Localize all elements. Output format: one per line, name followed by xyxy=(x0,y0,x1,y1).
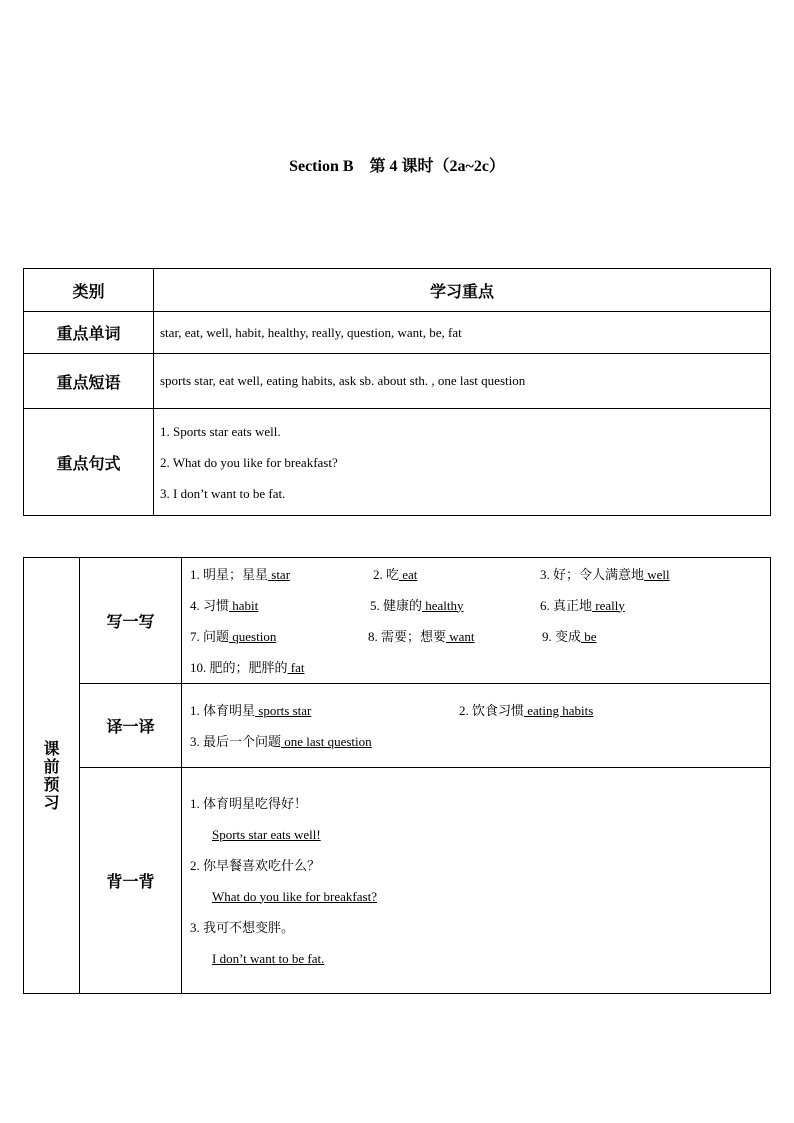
preview-sidebar xyxy=(24,558,80,994)
write-row xyxy=(190,590,770,621)
sentence-2: 2. What do you like for breakfast? xyxy=(160,454,338,470)
recite-prompt-1: 1. 体育明星吃得好！ xyxy=(190,795,308,812)
key-sentences xyxy=(154,409,771,516)
sentence-1: 1. Sports star eats well. xyxy=(160,423,281,439)
write-item-5: 5. 健康的 healthy xyxy=(370,597,464,614)
write-item-7: 7. 问题 question xyxy=(190,628,277,645)
write-item-3: 3. 好；令人满意地 well xyxy=(540,566,670,583)
write-row xyxy=(190,621,770,652)
write-row xyxy=(190,559,770,590)
recite-label: 背一背 xyxy=(80,768,182,994)
write-label: 写一写 xyxy=(80,558,182,684)
recite-section xyxy=(182,768,771,994)
category-words: 重点单词 xyxy=(24,312,154,354)
category-phrases: 重点短语 xyxy=(24,354,154,409)
sidebar-label: 课前预习 xyxy=(43,738,60,812)
key-points-table xyxy=(23,268,771,516)
category-sentences: 重点句式 xyxy=(24,409,154,516)
translate-item-3: 3. 最后一个问题 one last question xyxy=(190,733,372,750)
write-item-4: 4. 习惯 habit xyxy=(190,597,259,614)
recite-answer-2: What do you like for breakfast? xyxy=(212,888,377,904)
sentence-3: 3. I don’t want to be fat. xyxy=(160,485,286,501)
recite-prompt-2: 2. 你早餐喜欢吃什么？ xyxy=(190,857,321,874)
page-title: Section B 第 4 课时（2a~2c） xyxy=(289,158,505,175)
key-phrases: sports star, eat well, eating habits, ask sb. about sth. , one last question xyxy=(154,354,771,409)
write-item-10: 10. 肥的；肥胖的 fat xyxy=(190,659,305,676)
write-section xyxy=(182,558,771,684)
translate-label: 译一译 xyxy=(80,684,182,768)
translate-item-2: 2. 饮食习惯 eating habits xyxy=(459,702,594,719)
write-item-8: 8. 需要；想要 want xyxy=(368,628,475,645)
write-row xyxy=(190,652,770,683)
key-words: star, eat, well, habit, healthy, really, question, want, be, fat xyxy=(154,312,771,354)
translate-row xyxy=(190,726,770,757)
header-category: 类别 xyxy=(24,269,154,312)
write-item-2: 2. 吃 eat xyxy=(373,566,418,583)
header-focus: 学习重点 xyxy=(154,269,771,312)
translate-item-1: 1. 体育明星 sports star xyxy=(190,702,312,719)
write-item-6: 6. 真正地 really xyxy=(540,597,625,614)
recite-prompt-3: 3. 我可不想变胖。 xyxy=(190,919,295,936)
recite-answer-3: I don’t want to be fat. xyxy=(212,950,325,966)
write-item-9: 9. 变成 be xyxy=(542,628,597,645)
recite-answer-1: Sports star eats well! xyxy=(212,826,321,842)
preview-table xyxy=(23,557,771,994)
translate-section xyxy=(182,684,771,768)
write-item-1: 1. 明星；星星 star xyxy=(190,566,291,583)
translate-row xyxy=(190,695,770,726)
